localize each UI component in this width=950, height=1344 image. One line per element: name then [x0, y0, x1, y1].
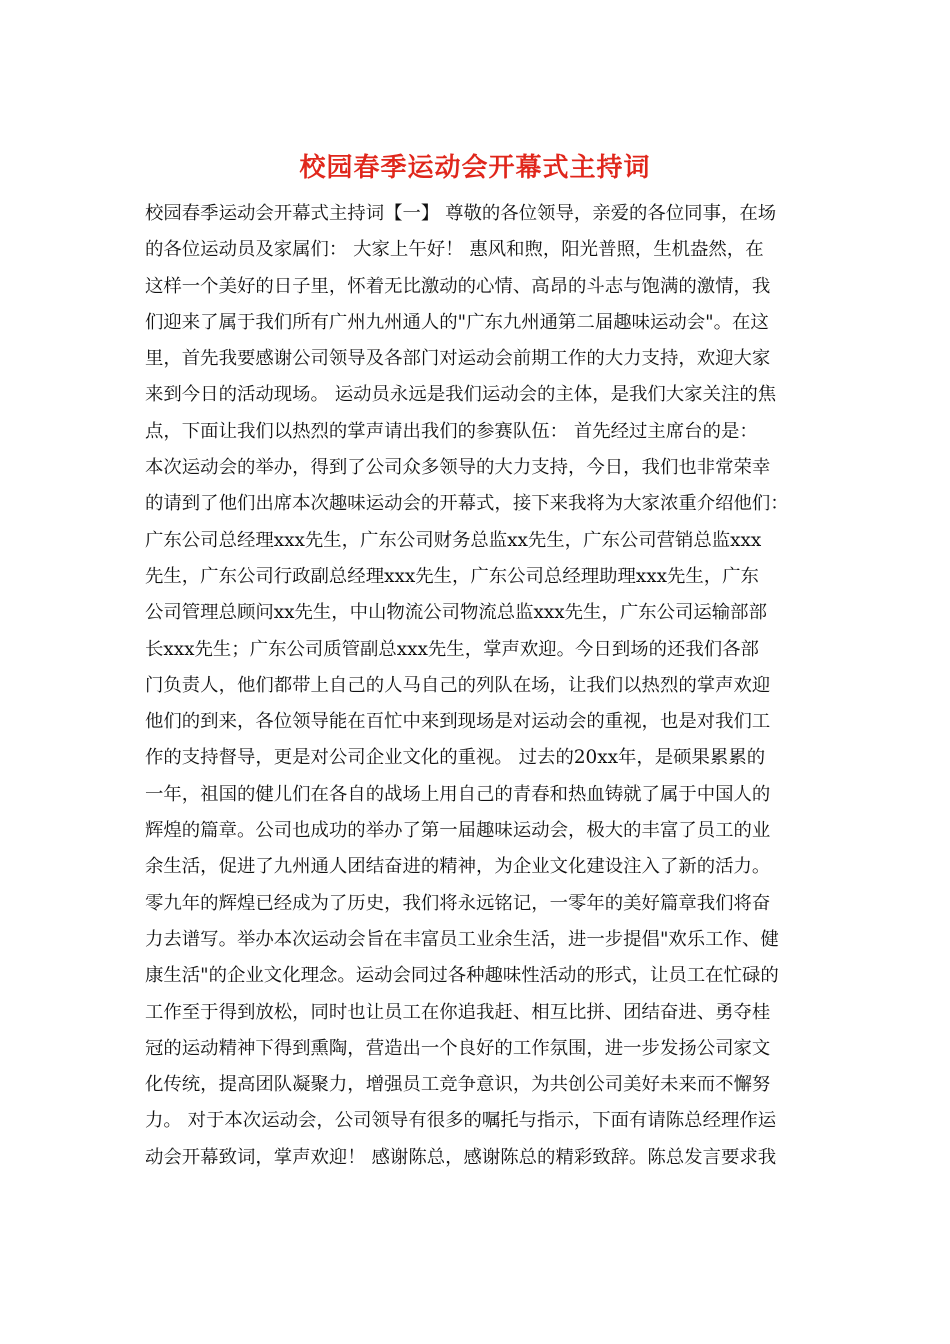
- body-line: 校园春季运动会开幕式主持词【一】 尊敬的各位领导，亲爱的各位同事，在场: [145, 203, 777, 224]
- body-line: 化传统，提高团队凝聚力，增强员工竞争意识，为共创公司美好未来而不懈努: [145, 1074, 771, 1096]
- body-line: 作的支持督导，更是对公司企业文化的重视。 过去的20xx年，是硕果累累的: [145, 747, 766, 769]
- body-line: 他们的到来，各位领导能在百忙中来到现场是对运动会的重视，也是对我们工: [145, 711, 771, 733]
- body-line: 力去谱写。举办本次运动会旨在丰富员工业余生活，进一步提倡"欢乐工作、健: [145, 928, 779, 950]
- body-line: 的请到了他们出席本次趣味运动会的开幕式，接下来我将为大家浓重介绍他们：: [145, 493, 789, 515]
- body-line: 里，首先我要感谢公司领导及各部门对运动会前期工作的大力支持，欢迎大家: [145, 348, 771, 370]
- body-line: 来到今日的活动现场。 运动员永远是我们运动会的主体，是我们大家关注的焦: [145, 384, 777, 406]
- body-line: 的各位运动员及家属们： 大家上午好！ 惠风和煦，阳光普照，生机盎然，在: [145, 239, 764, 261]
- body-line: 长xxx先生；广东公司质管副总xxx先生，掌声欢迎。今日到场的还我们各部: [145, 638, 759, 660]
- body-line: 辉煌的篇章。公司也成功的举办了第一届趣味运动会，极大的丰富了员工的业: [145, 820, 771, 842]
- body-line: 门负责人，他们都带上自己的人马自己的列队在场，让我们以热烈的掌声欢迎: [145, 674, 771, 696]
- body-line: 康生活"的企业文化理念。运动会同过各种趣味性活动的形式，让员工在忙碌的: [145, 965, 779, 987]
- body-line: 本次运动会的举办，得到了公司众多领导的大力支持，今日，我们也非常荣幸: [145, 457, 771, 479]
- body-line: 动会开幕致词，掌声欢迎！ 感谢陈总，感谢陈总的精彩致辞。陈总发言要求我: [145, 1146, 777, 1168]
- body-line: 们迎来了属于我们所有广州九州通人的"广东九州通第二届趣味运动会"。在这: [145, 311, 769, 333]
- body-line: 力。 对于本次运动会，公司领导有很多的嘱托与指示，下面有请陈总经理作运: [145, 1110, 777, 1132]
- body-line: 公司管理总顾问xx先生，中山物流公司物流总监xxx先生，广东公司运输部部: [145, 602, 767, 624]
- body-line: 工作至于得到放松，同时也让员工在你追我赶、相互比拼、团结奋进、勇夺桂: [145, 1001, 771, 1023]
- body-line: 零九年的辉煌已经成为了历史，我们将永远铭记，一零年的美好篇章我们将奋: [145, 892, 771, 914]
- body-line: 余生活，促进了九州通人团结奋进的精神，为企业文化建设注入了新的活力。: [145, 856, 771, 878]
- body-line: 一年，祖国的健儿们在各自的战场上用自己的青春和热血铸就了属于中国人的: [145, 783, 771, 805]
- body-line: 冠的运动精神下得到熏陶，营造出一个良好的工作氛围，进一步发扬公司家文: [145, 1037, 771, 1059]
- body-line: 广东公司总经理xxx先生，广东公司财务总监xx先生，广东公司营销总监xxx: [145, 529, 762, 551]
- body-line: 点，下面让我们以热烈的掌声请出我们的参赛队伍： 首先经过主席台的是：: [145, 420, 758, 442]
- document-body: [145, 196, 810, 1176]
- document-title: 校园春季运动会开幕式主持词: [299, 153, 651, 183]
- body-line: 先生，广东公司行政副总经理xxx先生，广东公司总经理助理xxx先生，广东: [145, 565, 759, 587]
- body-line: 这样一个美好的日子里，怀着无比激动的心情、高昂的斗志与饱满的激情，我: [145, 275, 771, 297]
